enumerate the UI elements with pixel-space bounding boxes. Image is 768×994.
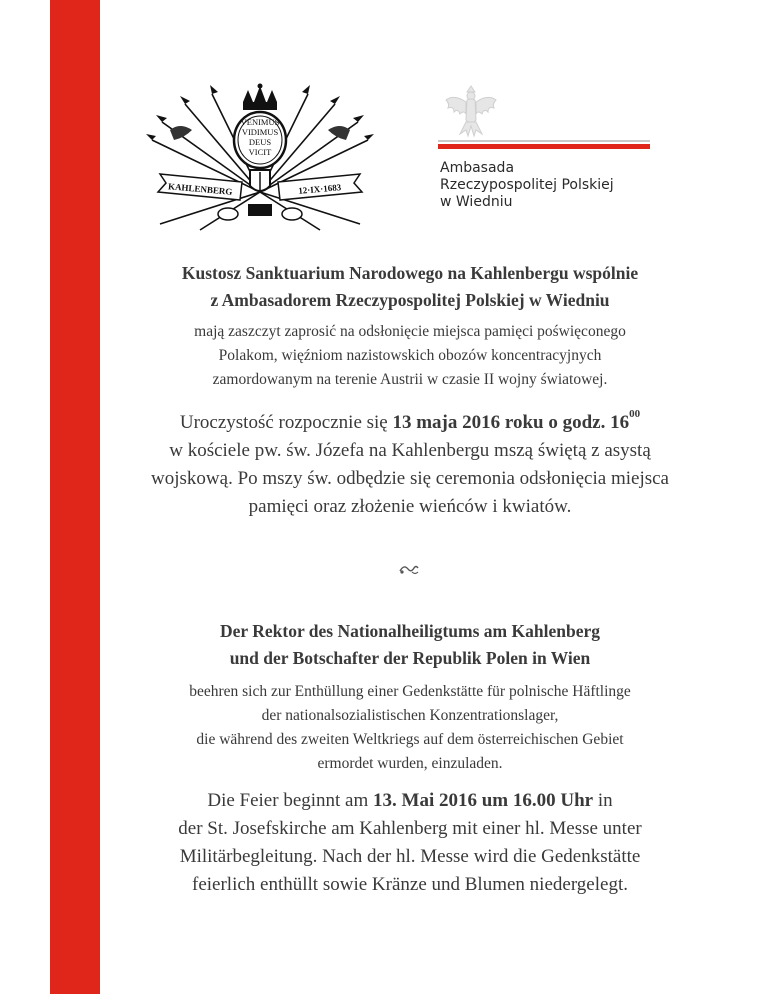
german-event-details bbox=[110, 787, 710, 899]
embassy-name bbox=[440, 160, 614, 211]
crest-motto-1: VENIMUS bbox=[240, 117, 280, 127]
german-event-line4: feierlich enthüllt sowie Kränze und Blumen niedergelegt. bbox=[192, 874, 628, 895]
embassy-name-line3: w Wiedniu bbox=[440, 194, 513, 210]
polish-event-line3: wojskową. Po mszy św. odbędzie się ceremonia odsłonięcia miejsca bbox=[151, 468, 669, 489]
crest-motto-4: VICIT bbox=[248, 147, 272, 157]
german-heading bbox=[110, 618, 710, 672]
polish-event-prefix: Uroczystość rozpocznie się bbox=[179, 412, 393, 433]
german-body-line4: ermordet wurden, einzuladen. bbox=[317, 755, 503, 772]
polish-event-line1 bbox=[110, 409, 710, 437]
polish-invitation-text bbox=[110, 320, 710, 392]
german-event-line3: Militärbegleitung. Nach der hl. Messe wird die Gedenkstätte bbox=[179, 846, 641, 867]
embassy-name-line1: Ambasada bbox=[440, 160, 515, 176]
polish-heading-line1: Kustosz Sanktuarium Narodowego na Kahlenbergu wspólnie bbox=[181, 263, 639, 283]
polish-eagle-icon bbox=[440, 80, 502, 140]
logo-grey-stripe bbox=[438, 140, 650, 142]
kahlenberg-crest-icon bbox=[140, 82, 380, 232]
german-event-prefix: Die Feier beginnt am bbox=[207, 790, 374, 811]
german-event-line2: der St. Josefskirche am Kahlenberg mit einer hl. Messe unter bbox=[178, 818, 642, 839]
floral-divider-icon bbox=[398, 562, 420, 576]
german-event-line1 bbox=[110, 787, 710, 815]
polish-event-line4: pamięci oraz złożenie wieńców i kwiatów. bbox=[248, 496, 572, 517]
german-heading-line2: und der Botschafter der Republik Polen in Wien bbox=[229, 648, 591, 668]
embassy-logo bbox=[438, 80, 658, 220]
german-event-suffix: in bbox=[593, 790, 613, 811]
german-body-line2: der nationalsozialistischen Konzentrationslager, bbox=[261, 707, 559, 724]
crest-motto-3: DEUS bbox=[248, 137, 272, 147]
german-event-date: 13. Mai 2016 um 16.00 Uhr bbox=[373, 790, 594, 811]
polish-heading bbox=[110, 260, 710, 314]
german-invitation-text bbox=[110, 680, 710, 776]
polish-heading-line2: z Ambasadorem Rzeczypospolitej Polskiej w Wiedniu bbox=[210, 290, 610, 310]
embassy-name-line2: Rzeczypospolitej Polskiej bbox=[440, 177, 614, 193]
crest-motto-2: VIDIMUS bbox=[241, 127, 279, 137]
german-heading-line1: Der Rektor des Nationalheiligtums am Kahlenberg bbox=[220, 621, 600, 641]
logo-red-stripe bbox=[438, 144, 650, 149]
crest-ribbon-right: 12·IX·1683 bbox=[297, 182, 342, 196]
polish-body-line1: mają zaszczyt zaprosić na odsłonięcie miejsca pamięci poświęconego bbox=[194, 323, 626, 340]
german-body-line1: beehren sich zur Enthüllung einer Gedenkstätte für polnische Häftlinge bbox=[189, 683, 631, 700]
red-side-bar bbox=[50, 0, 100, 994]
polish-body-line2: Polakom, więźniom nazistowskich obozów koncentracyjnych bbox=[218, 347, 602, 364]
german-body-line3: die während des zweiten Weltkriegs auf dem österreichischen Gebiet bbox=[196, 731, 624, 748]
polish-event-line2: w kościele pw. św. Józefa na Kahlenbergu mszą świętą z asystą bbox=[169, 440, 651, 461]
polish-event-details bbox=[110, 409, 710, 521]
crest-ribbon-left: KAHLENBERG bbox=[167, 181, 233, 197]
polish-event-minutes: 00 bbox=[629, 407, 641, 420]
polish-event-date: 13 maja 2016 roku o godz. 16 bbox=[392, 412, 630, 433]
polish-body-line3: zamordowanym na terenie Austrii w czasie II wojny światowej. bbox=[212, 371, 608, 388]
